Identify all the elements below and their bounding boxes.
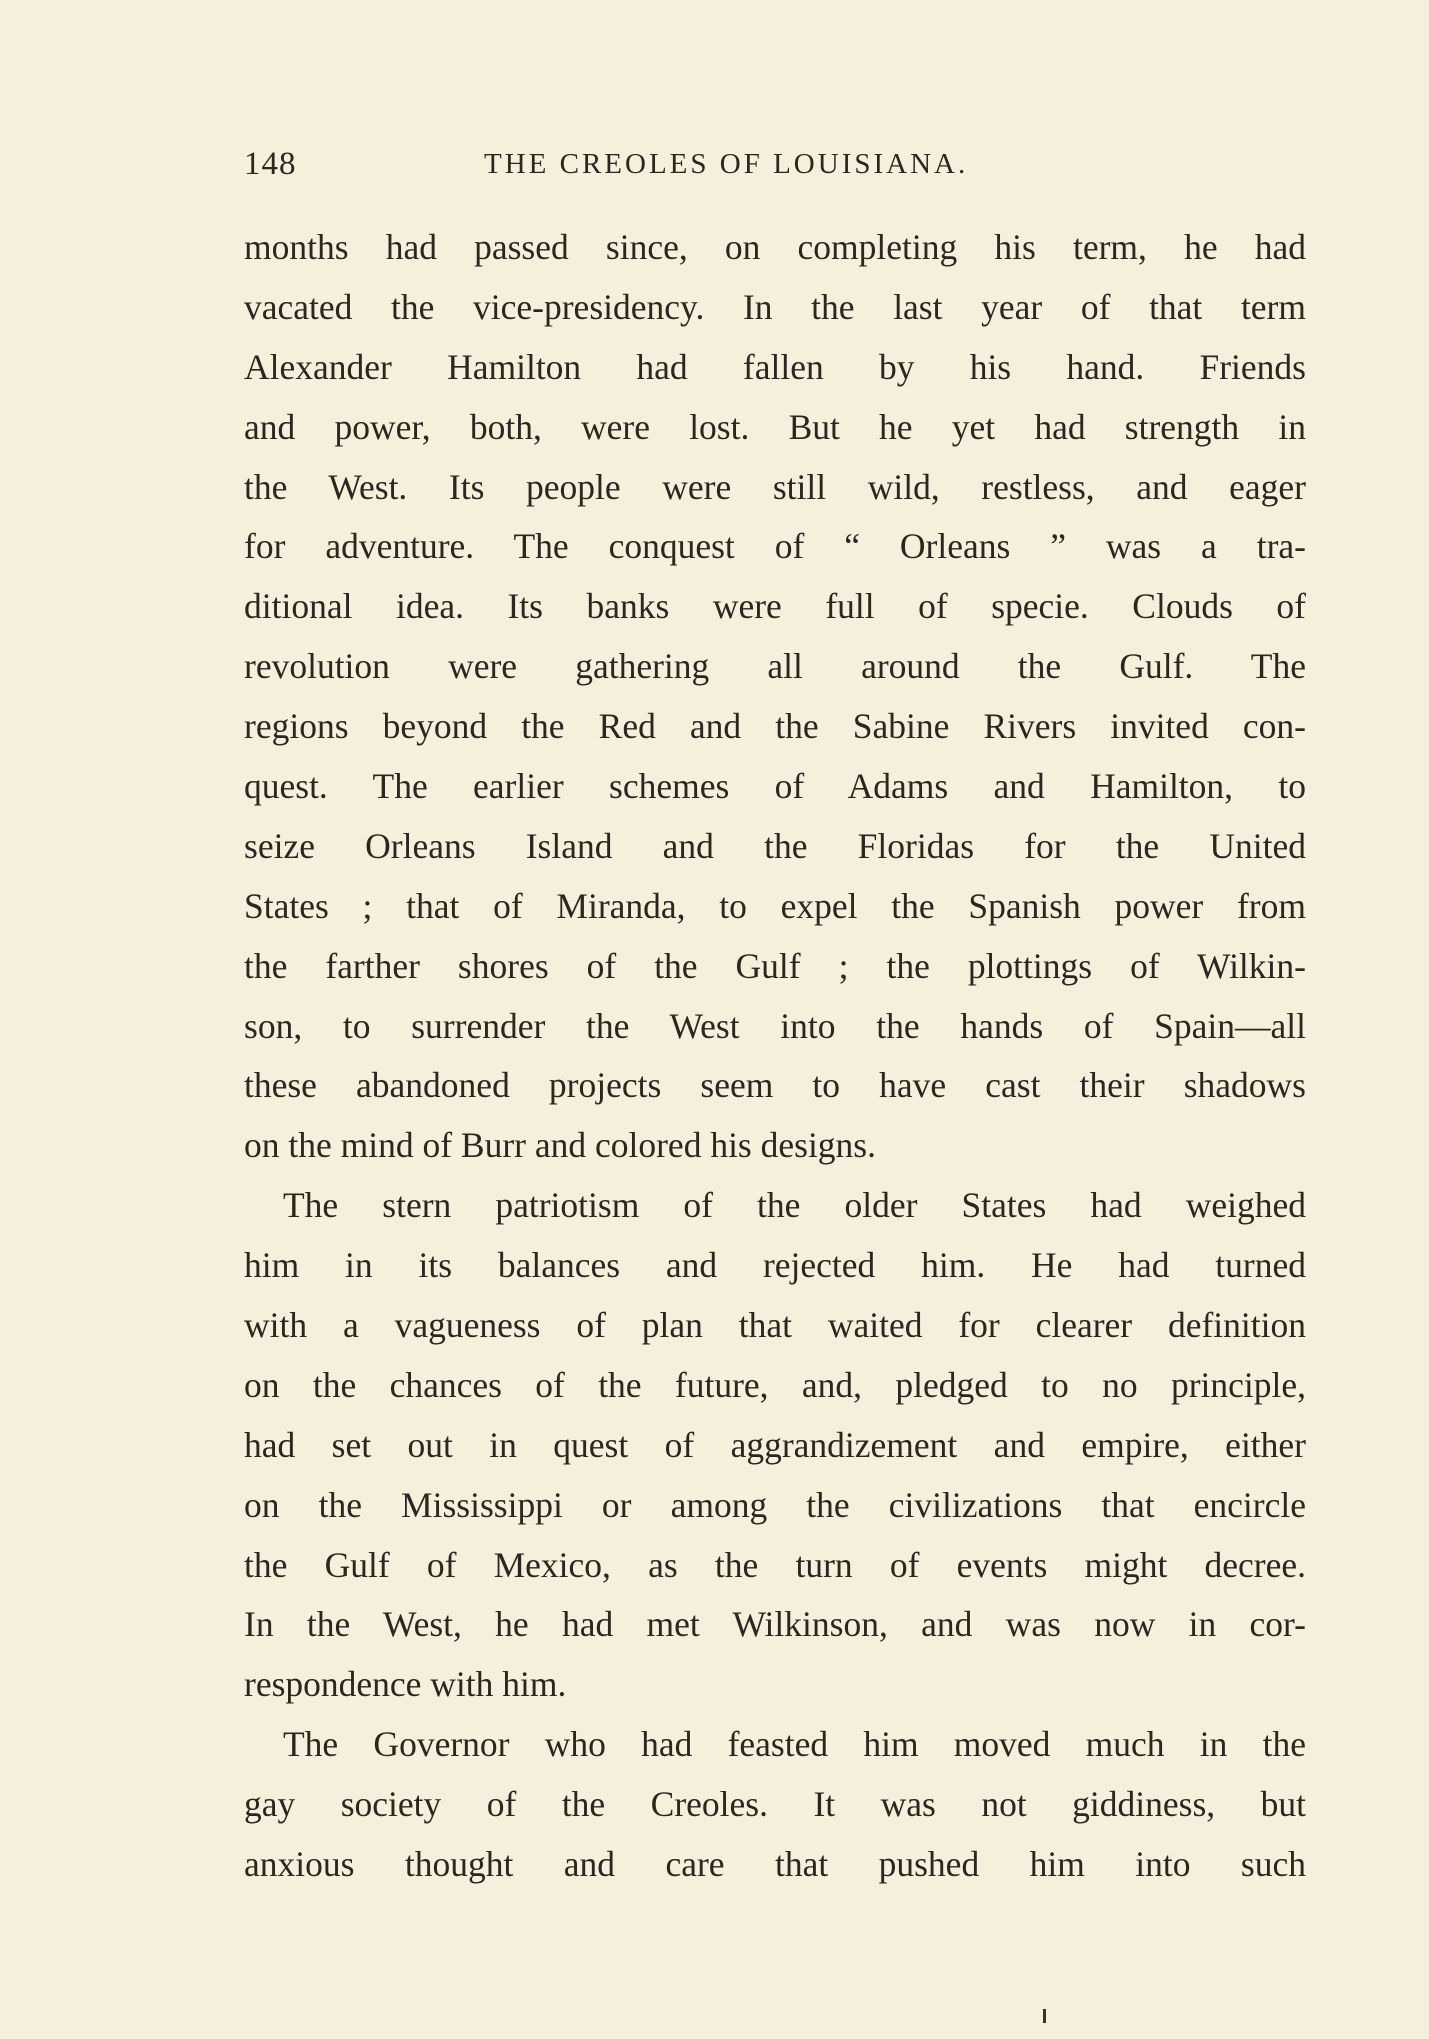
text-line: anxious thought and care that pushed him into such <box>244 1844 1306 1885</box>
text-line: him in its balances and rejected him. He had turned <box>244 1245 1306 1286</box>
text-line: In the West, he had met Wilkinson, and was now in cor- <box>244 1604 1306 1645</box>
text-line: States ; that of Miranda, to expel the Spanish power from <box>244 885 1306 926</box>
text-line: seize Orleans Island and the Floridas for the United <box>244 825 1306 866</box>
text-line: revolution were gathering all around the Gulf. The <box>244 646 1306 687</box>
text-line: the farther shores of the Gulf ; the plottings of Wilkin- <box>244 945 1306 986</box>
text-line: these abandoned projects seem to have cast their shadows <box>244 1065 1306 1106</box>
paragraph-last-line: respondence with him. <box>244 1664 567 1705</box>
paragraph-first-line: The Governor who had feasted him moved much in the <box>283 1724 1306 1765</box>
text-line: vacated the vice-presidency. In the last year of that term <box>244 286 1306 327</box>
paper-speck <box>1043 2009 1046 2023</box>
text-line: the Gulf of Mexico, as the turn of events might decree. <box>244 1544 1306 1585</box>
text-line: Alexander Hamilton had fallen by his hand. Friends <box>244 346 1306 387</box>
text-line: and power, both, were lost. But he yet had strength in <box>244 406 1306 447</box>
running-title: THE CREOLES OF LOUISIANA. <box>484 148 969 180</box>
text-line: the West. Its people were still wild, restless, and eager <box>244 466 1306 507</box>
text-line: ditional idea. Its banks were full of specie. Clouds of <box>244 586 1306 627</box>
text-line: quest. The earlier schemes of Adams and Hamilton, to <box>244 766 1306 807</box>
text-line: son, to surrender the West into the hands of Spain—all <box>244 1005 1306 1046</box>
text-line: months had passed since, on completing his term, he had <box>244 227 1306 267</box>
paragraph-last-line: on the mind of Burr and colored his designs. <box>244 1125 876 1166</box>
text-line: for adventure. The conquest of “ Orleans ” was a tra- <box>244 526 1306 567</box>
paragraph-first-line: The stern patriotism of the older States had weighed <box>283 1185 1306 1226</box>
page-number: 148 <box>244 146 297 182</box>
text-line: on the chances of the future, and, pledged to no principle, <box>244 1364 1306 1405</box>
running-head <box>244 146 1304 186</box>
body-text <box>244 218 1306 1895</box>
text-line: regions beyond the Red and the Sabine Rivers invited con- <box>244 706 1306 747</box>
text-line: with a vagueness of plan that waited for clearer definition <box>244 1305 1306 1346</box>
text-line: had set out in quest of aggrandizement and empire, either <box>244 1424 1306 1465</box>
text-line: on the Mississippi or among the civilizations that encircle <box>244 1484 1306 1525</box>
text-line: gay society of the Creoles. It was not giddiness, but <box>244 1784 1306 1825</box>
